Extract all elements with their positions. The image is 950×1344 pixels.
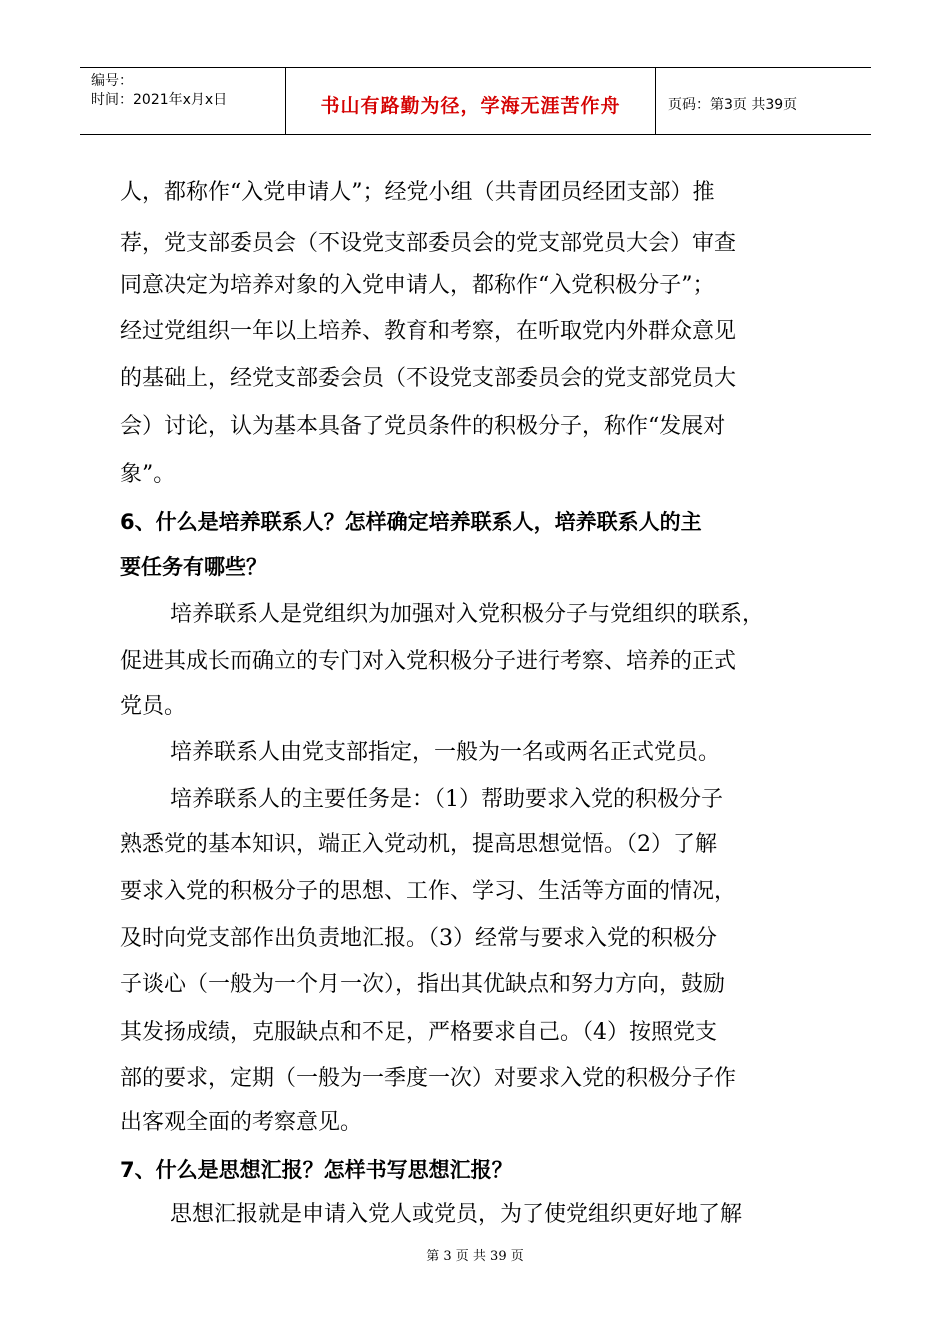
header-motto: 书山有路勤为径，学海无涯苦作舟 (286, 68, 656, 134)
body-line: 要求入党的积极分子的思想、工作、学习、生活等方面的情况， (120, 879, 737, 904)
header-meta (80, 68, 286, 134)
body-line: 部的要求，定期（一般为一季度一次）对要求入党的积极分子作 (120, 1066, 737, 1091)
question-heading: 要任务有哪些？ (120, 555, 267, 579)
page-footer: 第 3 页 共 39 页 (426, 1249, 524, 1264)
body-line: 出客观全面的考察意见。 (120, 1110, 363, 1135)
body-line: 子谈心（一般为一个月一次），指出其优缺点和努力方向，鼓励 (120, 972, 726, 997)
body-line: 培养联系人是党组织为加强对入党积极分子与党组织的联系， (170, 602, 765, 627)
body-line: 人，都称作“入党申请人”；经党小组（共青团员经团支部）推 (120, 180, 715, 205)
body-line: 熟悉党的基本知识，端正入党动机，提高思想觉悟。（2）了解 (120, 832, 717, 857)
question-heading: 6、什么是培养联系人？怎样确定培养联系人，培养联系人的主 (120, 510, 702, 534)
document-time: 时间：2021年x月x日 (91, 92, 228, 108)
header-table (80, 67, 871, 135)
body-line: 的基础上，经党支部委会员（不设党支部委员会的党支部党员大 (120, 366, 737, 391)
body-line: 培养联系人的主要任务是：（1）帮助要求入党的积极分子 (170, 787, 723, 812)
body-line: 同意决定为培养对象的入党申请人，都称作“入党积极分子”； (120, 273, 715, 298)
question-heading: 7、什么是思想汇报？怎样书写思想汇报？ (120, 1158, 513, 1182)
body-line: 会）讨论，认为基本具备了党员条件的积极分子，称作“发展对 (120, 414, 726, 439)
body-line: 培养联系人由党支部指定，一般为一名或两名正式党员。 (170, 740, 721, 765)
body-line: 象”。 (120, 462, 176, 487)
body-line: 党员。 (120, 694, 187, 719)
body-line: 思想汇报就是申请入党人或党员，为了使党组织更好地了解 (170, 1202, 743, 1227)
header-page-code: 页码：第3页 共39页 (668, 97, 798, 113)
body-line: 及时向党支部作出负责地汇报。（3）经常与要求入党的积极分 (120, 926, 717, 951)
body-line: 促进其成长而确立的专门对入党积极分子进行考察、培养的正式 (120, 649, 737, 674)
document-number-label: 编号： (91, 73, 133, 89)
body-line: 经过党组织一年以上培养、教育和考察，在听取党内外群众意见 (120, 319, 737, 344)
body-line: 荐，党支部委员会（不设党支部委员会的党支部党员大会）审查 (120, 231, 737, 256)
body-line: 其发扬成绩，克服缺点和不足，严格要求自己。（4）按照党支 (120, 1020, 717, 1045)
